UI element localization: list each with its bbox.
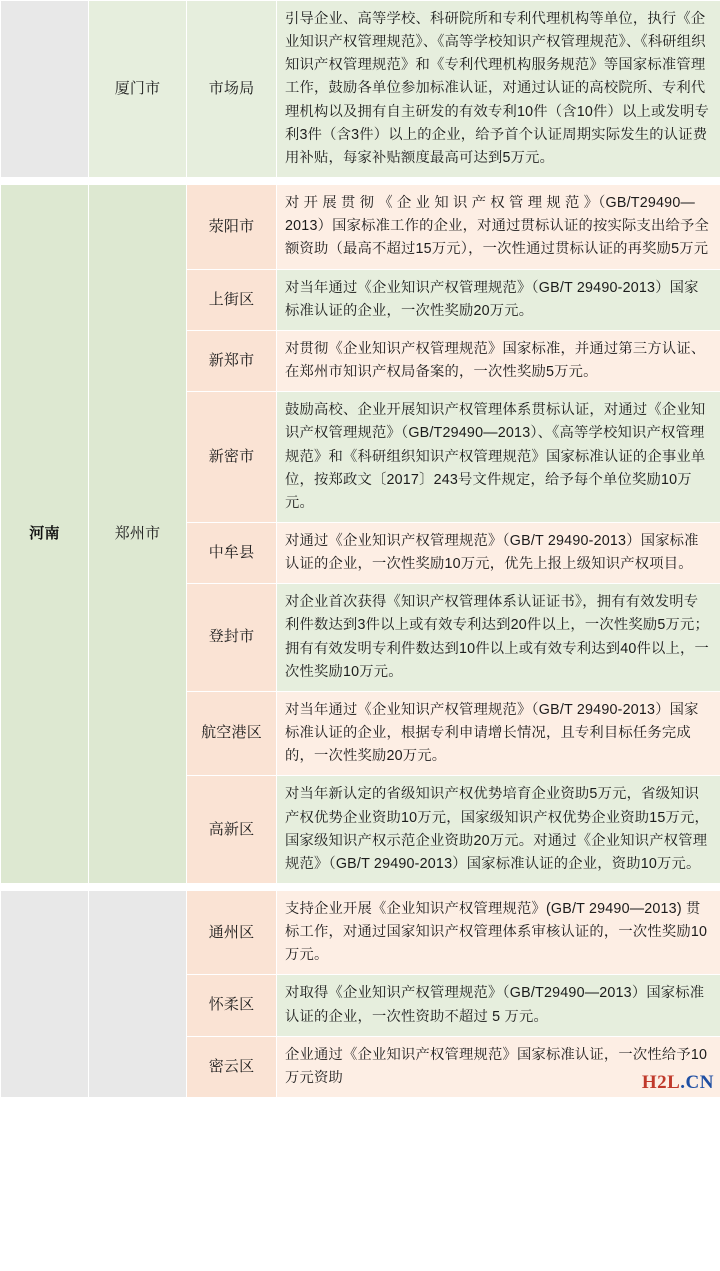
district-cell-text: 航空港区 [201,724,262,742]
description-cell-text: 支持企业开展《企业知识产权管理规范》(GB/T 29490—2013) 贯标工作，对通过国家知识产权管理体系审核认证的，一次性奖励10万元。 [285,901,708,964]
city-cell [89,185,187,884]
description-cell-text: 引导企业、高等学校、科研院所和专利代理机构等单位，执行《企业知识产权管理规范》、《高等学校知识产权管理规范》、《科研组织知识产权管理规范》和《专利代理机构服务规范》等国家标准管理工作，鼓励各单位参加标准认证，对通过认证的高校院所、专利代理机构以及拥有自主研发的有效专利10件（含10件）以上或发明专利3件（含3件）以上的企业，给予首个认证周期实际发生的认证费用补贴，每家补贴额度最高可达到5万元。 [285,11,710,166]
district-cell [187,776,277,884]
description-cell [277,392,720,523]
description-cell-text: 对贯彻《企业知识产权管理规范》国家标准，并通过第三方认证、在郑州市知识产权局备案的，一次性奖励5万元。 [285,340,706,381]
province-cell-text [1,987,88,1001]
province-cell-text: 河南 [29,524,60,542]
district-cell-text: 上街区 [208,290,255,308]
district-cell-text: 密云区 [208,1057,255,1075]
description-cell [277,269,720,330]
district-cell [187,691,277,775]
description-cell [277,891,720,975]
table-row [1,185,720,269]
district-cell [187,1036,277,1097]
district-cell [187,891,277,975]
description-cell [277,691,720,775]
district-cell-text: 中牟县 [208,543,255,561]
district-cell-text: 高新区 [208,820,255,838]
district-cell [187,185,277,269]
policy-table-body [1,1,720,1098]
watermark-main: H2L [641,1072,681,1094]
description-cell-text: 对 开 展 贯 彻 《 企 业 知 识 产 权 管 理 规 范 》（GB/T29490—2013）国家标准工作的企业，对通过贯标认证的按实际支出给予全额资助（最高不超过15万元），一次性通过贯标认证的再奖励5万元 [285,195,710,258]
district-cell [187,584,277,692]
city-cell [89,1,187,178]
description-cell [277,975,720,1036]
table-row [1,891,720,975]
city-cell [89,891,187,1098]
watermark [642,1072,714,1094]
description-cell-text: 对当年通过《企业知识产权管理规范》（GB/T 29490-2013）国家标准认证的企业，一次性奖励20万元。 [285,279,699,319]
district-cell-text: 新密市 [208,447,255,465]
district-cell [187,522,277,583]
district-cell-text: 怀柔区 [208,996,255,1014]
district-cell-text: 荥阳市 [208,217,255,235]
district-cell [187,1,277,178]
description-cell [277,1,720,178]
city-cell-text: 厦门市 [114,79,161,97]
watermark-sub: .CN [680,1072,714,1094]
spacer-cell [1,884,720,891]
description-cell [277,185,720,269]
spacer-cell [1,178,720,185]
description-cell-text: 企业通过《企业知识产权管理规范》国家标准认证，一次性给予10万元资助 [285,1046,708,1086]
province-cell-text [1,82,88,96]
description-cell [277,522,720,583]
description-cell-text: 对取得《企业知识产权管理规范》（GB/T29490—2013）国家标准认证的企业，一次性资助不超过 5 万元。 [285,985,705,1025]
description-cell-text: 鼓励高校、企业开展知识产权管理体系贯标认证，对通过《企业知识产权管理规范》（GB/T29490—2013）、《高等学校知识产权管理规范》和《科研组织知识产权管理规范》国家标准认证的企事业单位，按郑政文〔2017〕243号文件规定，给予每个单位奖励10万元。 [285,402,706,511]
province-cell [1,185,89,884]
district-cell-text: 市场局 [208,79,255,97]
description-cell [277,776,720,884]
description-cell-text: 对当年新认定的省级知识产权优势培育企业资助5万元，省级知识产权优势企业资助10万元，国家级知识产权优势企业资助15万元，国家级知识产权示范企业资助20万元。对通过《企业知识产权管理规范》（GB/T 29490-2013）国家标准认证的企业，资助10万元。 [285,786,710,872]
district-cell [187,330,277,391]
table-row-spacer [1,884,720,891]
district-cell [187,269,277,330]
province-cell [1,891,89,1098]
table-row [1,1,720,178]
description-cell-text: 对当年通过《企业知识产权管理规范》（GB/T 29490-2013）国家标准认证的企业，根据专利申请增长情况，且专利目标任务完成的，一次性奖励20万元。 [285,701,699,765]
city-cell-text: 郑州市 [114,524,161,542]
description-cell-text: 对企业首次获得《知识产权管理体系认证证书》，拥有有效发明专利件数达到3件以上或有效专利达到20件以上，一次性奖励5万元；拥有有效发明专利件数达到10件以上或有效专利达到40件以上，一次性奖励10万元。 [285,594,710,680]
province-cell [1,1,89,178]
district-cell-text: 新郑市 [208,351,255,369]
description-cell [277,330,720,391]
district-cell [187,392,277,523]
description-cell-text: 对通过《企业知识产权管理规范》（GB/T 29490-2013）国家标准认证的企业，一次性奖励10万元，优先上报上级知识产权项目。 [285,532,699,573]
city-cell-text [89,987,186,1001]
description-cell [277,584,720,692]
district-cell [187,975,277,1036]
district-cell-text: 登封市 [208,628,255,646]
table-row-spacer [1,178,720,185]
district-cell-text: 通州区 [208,923,255,941]
